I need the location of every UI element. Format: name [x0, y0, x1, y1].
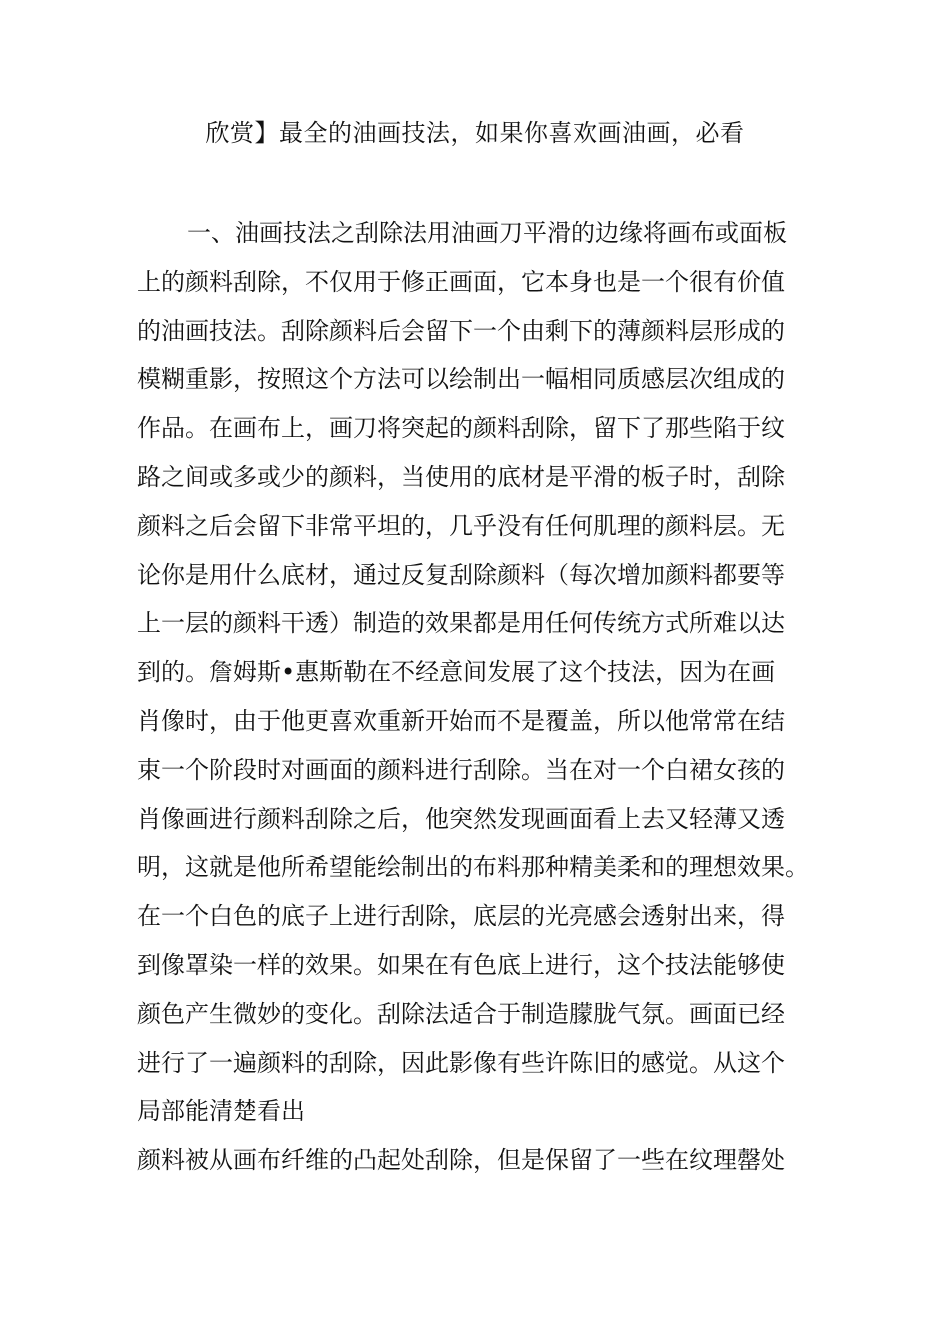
- text-line: 路之间或多或少的颜料，当使用的底材是平滑的板子时，刮除: [137, 462, 785, 491]
- text-line: 肖像画进行颜料刮除之后，他突然发现画面看上去又轻薄又透: [137, 804, 785, 833]
- document-title: 欣赏】最全的油画技法，如果你喜欢画油画，必看: [205, 119, 745, 147]
- text-line: 束一个阶段时对画面的颜料进行刮除。当在对一个白裙女孩的: [137, 755, 785, 784]
- text-line: 局部能清楚看出: [137, 1097, 305, 1126]
- text-line: 到的。詹姆斯•惠斯勒在不经意间发展了这个技法，因为在画: [137, 658, 776, 687]
- text-line: 明，这就是他所希望能绘制出的布料那种精美柔和的理想效果。: [137, 853, 809, 882]
- text-line: 论你是用什么底材，通过反复刮除颜料（每次增加颜料都要等: [137, 560, 785, 589]
- text-line: 上的颜料刮除，不仅用于修正画面，它本身也是一个很有价值: [137, 267, 785, 296]
- text-line: 进行了一遍颜料的刮除，因此影像有些许陈旧的感觉。从这个: [137, 1048, 785, 1077]
- text-line: 模糊重影，按照这个方法可以绘制出一幅相同质感层次组成的: [137, 365, 785, 394]
- text-line: 颜料之后会留下非常平坦的，几乎没有任何肌理的颜料层。无: [137, 511, 785, 540]
- text-line: 一、油画技法之刮除法用油画刀平滑的边缘将画布或面板: [187, 219, 787, 247]
- text-line: 的油画技法。刮除颜料后会留下一个由剩下的薄颜料层形成的: [137, 316, 785, 345]
- body-text: [137, 209, 837, 1185]
- text-line: 在一个白色的底子上进行刮除，底层的光亮感会透射出来，得: [137, 902, 785, 931]
- text-line: 到像罩染一样的效果。如果在有色底上进行，这个技法能够使: [137, 950, 785, 979]
- text-line: 上一层的颜料干透）制造的效果都是用任何传统方式所难以达: [137, 609, 785, 638]
- text-line: 颜色产生微妙的变化。刮除法适合于制造朦胧气氛。画面已经: [137, 999, 785, 1028]
- text-line: 肖像时，由于他更喜欢重新开始而不是覆盖，所以他常常在结: [137, 706, 785, 735]
- text-line: 作品。在画布上，画刀将突起的颜料刮除，留下了那些陷于纹: [137, 414, 785, 443]
- text-line: 颜料被从画布纤维的凸起处刮除，但是保留了一些在纹理罄处: [137, 1146, 785, 1175]
